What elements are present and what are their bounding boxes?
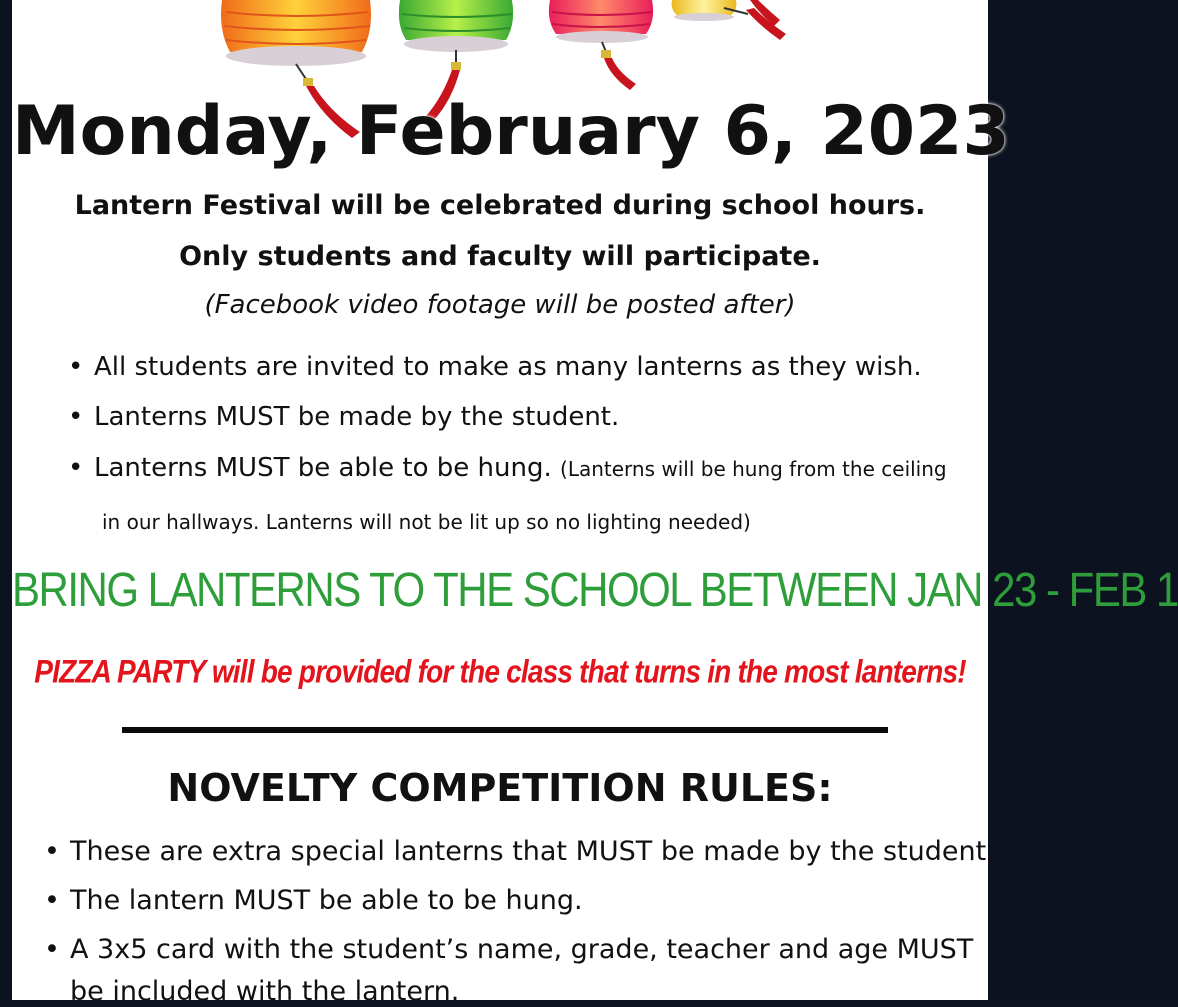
list-item-text: Lanterns MUST be made by the student. [94, 402, 620, 432]
bullet-icon: • [44, 836, 60, 867]
yellow-lantern [672, 0, 786, 40]
bullet-icon: • [68, 352, 84, 382]
bullet-icon: • [68, 402, 84, 432]
list-item-text: All students are invited to make as many lanterns as they wish. [94, 352, 922, 382]
pink-lantern [549, 0, 653, 90]
list-item-text: These are extra special lanterns that MUST be made by the student. [70, 836, 995, 867]
bullet-icon: • [68, 453, 84, 483]
hanging-note: (Lanterns will be hung from the ceiling [560, 457, 947, 481]
facebook-note: (Facebook video footage will be posted after) [204, 290, 796, 320]
pizza-party-notice: PIZZA PARTY will be provided for the class that turns in the most lanterns! [34, 653, 966, 690]
event-date: Monday, February 6, 2023 [12, 92, 1010, 171]
bullet-icon: • [44, 934, 60, 965]
bullet-icon: • [44, 885, 60, 916]
list-item-text: The lantern MUST be able to be hung. [70, 885, 583, 916]
novelty-rule-continued: be included with the lantern. [70, 976, 460, 1007]
drop-off-notice: BRING LANTERNS TO THE SCHOOL BETWEEN JAN 23 - FEB 1 [12, 562, 1178, 617]
flyer-page [12, 0, 1178, 1007]
festival-intro: Lantern Festival will be celebrated during school hours. [74, 190, 926, 221]
list-item-text: A 3x5 card with the student’s name, grade, teacher and age MUST [70, 934, 974, 965]
hanging-rule: Lanterns MUST be able to be hung. [94, 453, 552, 483]
novelty-heading: NOVELTY COMPETITION RULES: [167, 766, 833, 810]
section-divider [122, 727, 888, 733]
participation-note: Only students and faculty will participate. [179, 241, 821, 272]
list-item-text [94, 453, 947, 483]
hanging-note-continued: in our hallways. Lanterns will not be lit up so no lighting needed) [102, 510, 751, 534]
